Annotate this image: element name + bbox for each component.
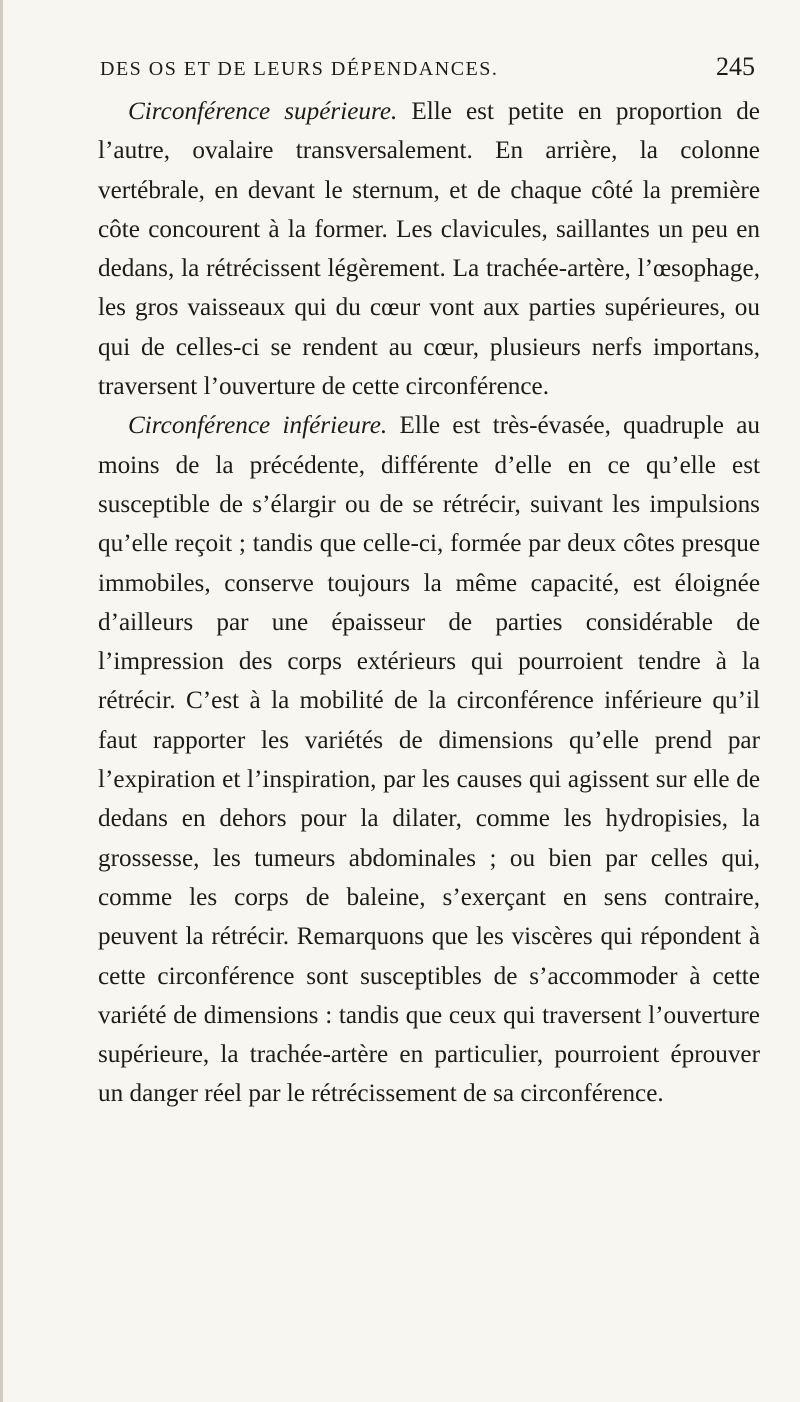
paragraph-circonference-inferieure (98, 406, 760, 1113)
page-body (98, 92, 760, 1114)
paragraph-heading: Circonférence supérieure. (128, 98, 398, 125)
page-number: 245 (716, 52, 755, 81)
page-header (100, 52, 755, 92)
paragraph-heading: Circonférence inférieure. (128, 412, 388, 440)
paragraph-text: Elle est très-évasée, quadruple au moins de la précédente, différente d’elle en ce qu’elle est susceptible de s’élargir ou de se rétrécir, suivant les impulsions qu’elle reçoit ; tandis que celle-ci, formée par deux côtes presque immobiles, conserve toujours la même capacité, est éloignée d’ailleurs par une épaisseur de parties considérable de l’impression des corps extérieurs qui pourroient tendre à la rétrécir. C’est à la mobilité de la circonférence inférieure qu’il faut rapporter les variétés de dimensions qu’elle prend par l’expiration et l’inspiration, par les causes qui agissent sur elle de dedans en dehors pour la dilater, comme les hydropisies, la grossesse, les tumeurs abdominales ; ou bien par celles qui, comme les corps de baleine, s’exerçant en sens contraire, peuvent la rétrécir. Remarquons que les viscères qui répondent à cette circonférence sont susceptibles de s’accommoder à cette variété de dimensions : tandis que ceux qui traversent l’ouverture supérieure, la trachée-artère en particulier, pourroient éprouver un danger réel par le rétrécissement de sa circonférence. (98, 412, 760, 1108)
paragraph-circonference-superieure (98, 92, 760, 406)
paragraph-text: Elle est petite en proportion de l’autre, ovalaire transversalement. En arrière, la colonne vertébrale, en devant le sternum, et de chaque côté la première côte concourent à la former. Les clavicules, saillantes un peu en dedans, la rétrécissent légèrement. La trachée-artère, l’œsophage, les gros vaisseaux qui du cœur vont aux parties supérieures, ou qui de celles-ci se rendent au cœur, plusieurs nerfs importans, traversent l’ouverture de cette circonférence. (98, 98, 760, 401)
running-head: DES OS ET DE LEURS DÉPENDANCES. (100, 58, 499, 80)
page-edge-line (0, 0, 3, 1402)
